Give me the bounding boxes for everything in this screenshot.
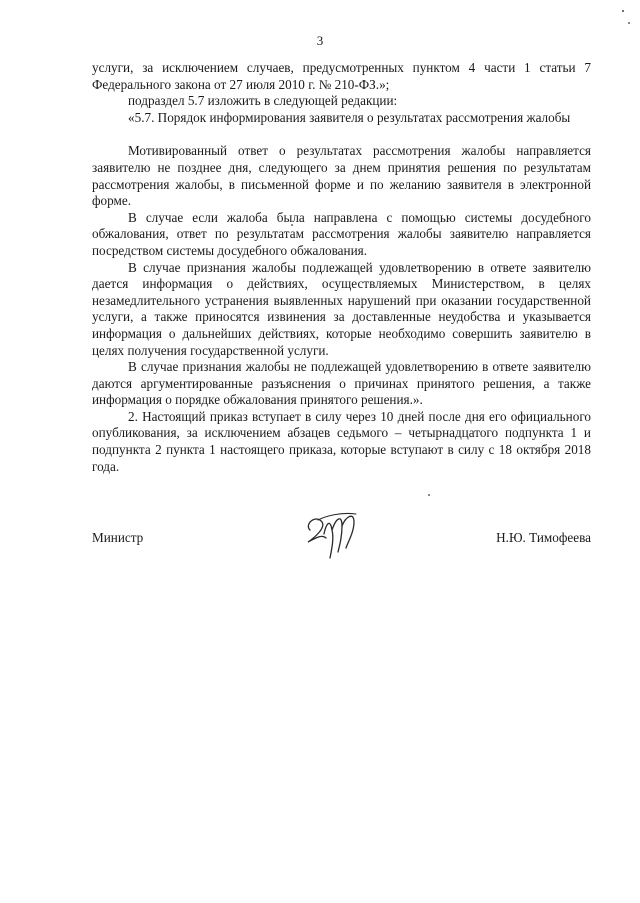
signatory-title: Министр: [92, 530, 144, 545]
signature-block: [92, 508, 591, 564]
paragraph-complaint-satisfied: В случае признания жалобы подлежащей удовлетворению в ответе заявителю дается информация о действиях, осуществляемых Министерством, в целях незамедлительного устранения выявленных нарушений при оказании государственной услуги, а также приносятся извинения за доставленные неудобства и указывается информация о дальнейших действиях, которые необходимо совершить заявителю в целях получения государственной услуги.: [92, 259, 591, 358]
handwritten-signature: [296, 508, 366, 564]
paragraph-entry-into-force: 2. Настоящий приказ вступает в силу через 10 дней после дня его официального опубликования, за исключением абзацев седьмого – четырнадцатого подпункта 1 и подпункта 2 пункта 1 настоящего приказа, которые вступают в силу с 18 октября 2018 года.: [92, 408, 591, 474]
paragraph-pretrial-system: В случае если жалоба была направлена с помощью системы досудебного обжалования, ответ по результатам рассмотрения жалобы заявителю направляется посредством системы досудебного обжалования.: [92, 209, 591, 258]
scan-speck: [628, 22, 630, 24]
paragraph-complaint-rejected: В случае признания жалобы не подлежащей удовлетворению в ответе заявителю даются аргументированные разъяснения о причинах принятого решения, а также информация о порядке обжалования принятого решения.».: [92, 359, 591, 408]
signatory-name: Н.Ю. Тимофеева: [496, 530, 591, 545]
page-number: 3: [316, 33, 324, 48]
document-body: [92, 60, 591, 475]
paragraph-amendment-intro: подраздел 5.7 изложить в следующей редакции:: [128, 93, 398, 109]
section-heading: «5.7. Порядок информирования заявителя о результатах рассмотрения жалобы: [128, 109, 571, 125]
scan-speck: [622, 10, 624, 12]
scan-speck: [428, 494, 430, 496]
paragraph-reasoned-response: Мотивированный ответ о результатах рассмотрения жалобы направляется заявителю не позднее дня, следующего за днем принятия решения по результатам рассмотрения жалобы, в письменной форме и по желанию заявителя в электронной форме.: [92, 143, 591, 209]
paragraph-continuation: услуги, за исключением случаев, предусмотренных пунктом 4 части 1 статьи 7 Федерального закона от 27 июля 2010 г. № 210-ФЗ.»;: [92, 60, 591, 92]
